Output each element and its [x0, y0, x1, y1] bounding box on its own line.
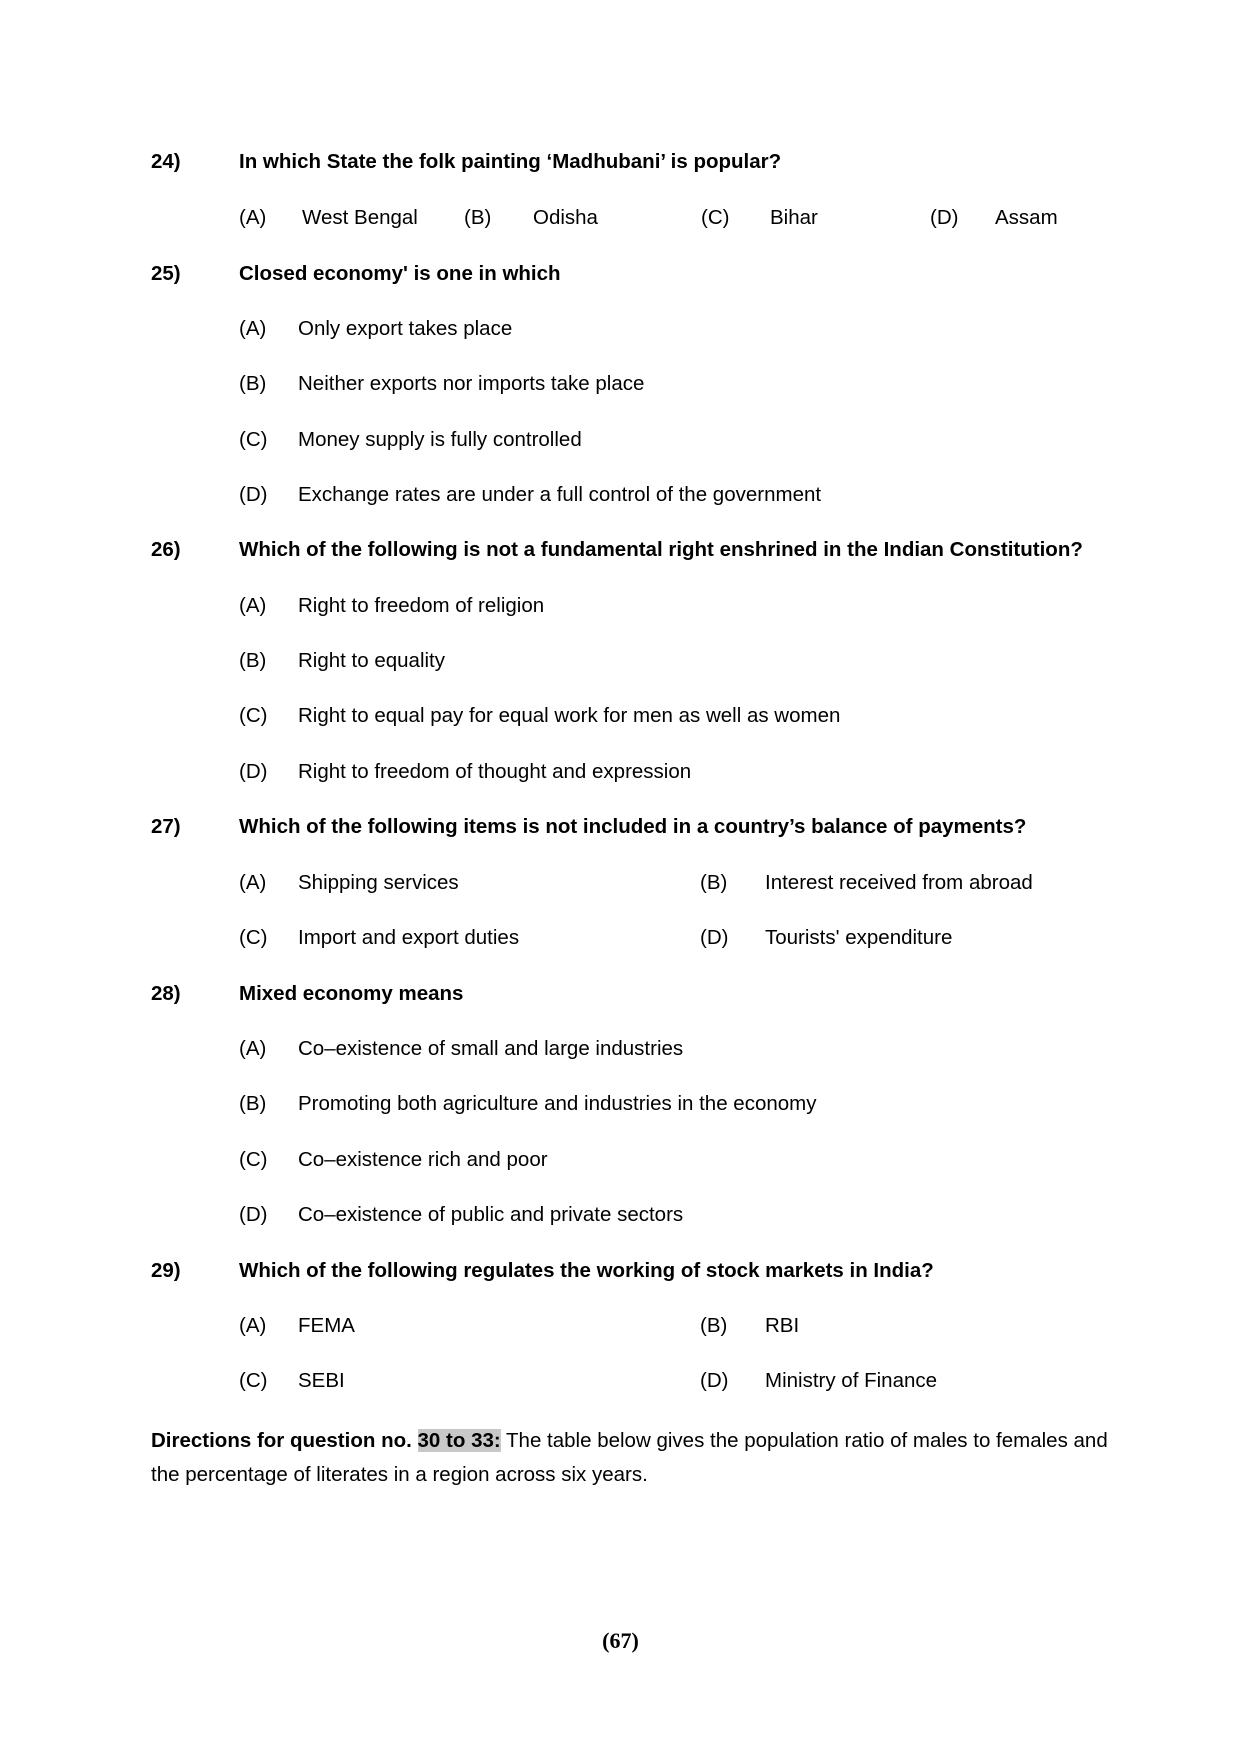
- q27-option-d-label: (D): [700, 926, 729, 949]
- q27-option-d-text: Tourists' expenditure: [765, 926, 953, 949]
- q29-option-a-label: (A): [239, 1314, 267, 1337]
- q26-option-a-label: (A): [239, 594, 267, 617]
- q24-option-b-text: Odisha: [533, 206, 598, 229]
- q28-option-c-label: (C): [239, 1148, 268, 1171]
- q25-option-a-label: (A): [239, 317, 267, 340]
- q26-option-a-text: Right to freedom of religion: [298, 594, 545, 617]
- q29-option-c-text: SEBI: [298, 1369, 345, 1392]
- q24-option-c-label: (C): [701, 206, 730, 229]
- q27-option-b-text: Interest received from abroad: [765, 871, 1033, 894]
- q26-option-d-text: Right to freedom of thought and expression: [298, 760, 692, 783]
- q29-option-d-text: Ministry of Finance: [765, 1369, 938, 1392]
- q25-option-b-label: (B): [239, 372, 267, 395]
- question-28-number: 28): [151, 982, 181, 1005]
- q24-option-a-label: (A): [239, 206, 267, 229]
- q24-option-a-text: West Bengal: [302, 206, 418, 229]
- q25-option-d-text: Exchange rates are under a full control of the government: [298, 483, 822, 506]
- q24-option-c-text: Bihar: [770, 206, 818, 229]
- question-24-number: 24): [151, 150, 181, 173]
- question-26-text: Which of the following is not a fundamental right enshrined in the Indian Constitution?: [239, 538, 1083, 561]
- q29-option-b-text: RBI: [765, 1314, 800, 1337]
- question-27-text: Which of the following items is not included in a country’s balance of payments?: [239, 815, 1027, 838]
- q28-option-d-text: Co–existence of public and private sectors: [298, 1203, 684, 1226]
- q28-option-a-text: Co–existence of small and large industries: [298, 1037, 684, 1060]
- q27-option-b-label: (B): [700, 871, 728, 894]
- question-29-text: Which of the following regulates the working of stock markets in India?: [239, 1259, 934, 1282]
- q29-option-a-text: FEMA: [298, 1314, 355, 1337]
- page-number: (67): [602, 1628, 639, 1653]
- q24-option-d-label: (D): [930, 206, 959, 229]
- q25-option-b-text: Neither exports nor imports take place: [298, 372, 645, 395]
- q26-option-d-label: (D): [239, 760, 268, 783]
- directions-lead: Directions for question no.: [151, 1429, 412, 1452]
- q29-option-b-label: (B): [700, 1314, 728, 1337]
- question-26-number: 26): [151, 538, 181, 561]
- directions-question-range: 30 to 33:: [417, 1429, 501, 1452]
- q27-option-c-text: Import and export duties: [298, 926, 520, 949]
- directions-text: The table below gives the population ratio of males to females and the percentage of literates in a region across six years.: [151, 1429, 1108, 1486]
- question-25-text: Closed economy' is one in which: [239, 262, 561, 285]
- q24-option-d-text: Assam: [995, 206, 1058, 229]
- question-28-text: Mixed economy means: [239, 982, 464, 1005]
- q26-option-c-text: Right to equal pay for equal work for men as well as women: [298, 704, 841, 727]
- q25-option-d-label: (D): [239, 483, 268, 506]
- question-29-number: 29): [151, 1259, 181, 1282]
- q29-option-c-label: (C): [239, 1369, 268, 1392]
- q28-option-c-text: Co–existence rich and poor: [298, 1148, 548, 1171]
- q29-option-d-label: (D): [700, 1369, 729, 1392]
- q28-option-d-label: (D): [239, 1203, 268, 1226]
- q25-option-c-text: Money supply is fully controlled: [298, 428, 582, 451]
- q27-option-a-text: Shipping services: [298, 871, 459, 894]
- q24-option-b-label: (B): [464, 206, 492, 229]
- q28-option-b-label: (B): [239, 1092, 267, 1115]
- q27-option-a-label: (A): [239, 871, 267, 894]
- q26-option-b-label: (B): [239, 649, 267, 672]
- directions-paragraph: [151, 1424, 1141, 1492]
- q28-option-b-text: Promoting both agriculture and industries in the economy: [298, 1092, 817, 1115]
- q28-option-a-label: (A): [239, 1037, 267, 1060]
- q26-option-b-text: Right to equality: [298, 649, 446, 672]
- q27-option-c-label: (C): [239, 926, 268, 949]
- question-27-number: 27): [151, 815, 181, 838]
- q25-option-c-label: (C): [239, 428, 268, 451]
- q25-option-a-text: Only export takes place: [298, 317, 513, 340]
- question-24-text: In which State the folk painting ‘Madhubani’ is popular?: [239, 150, 782, 173]
- q26-option-c-label: (C): [239, 704, 268, 727]
- question-25-number: 25): [151, 262, 181, 285]
